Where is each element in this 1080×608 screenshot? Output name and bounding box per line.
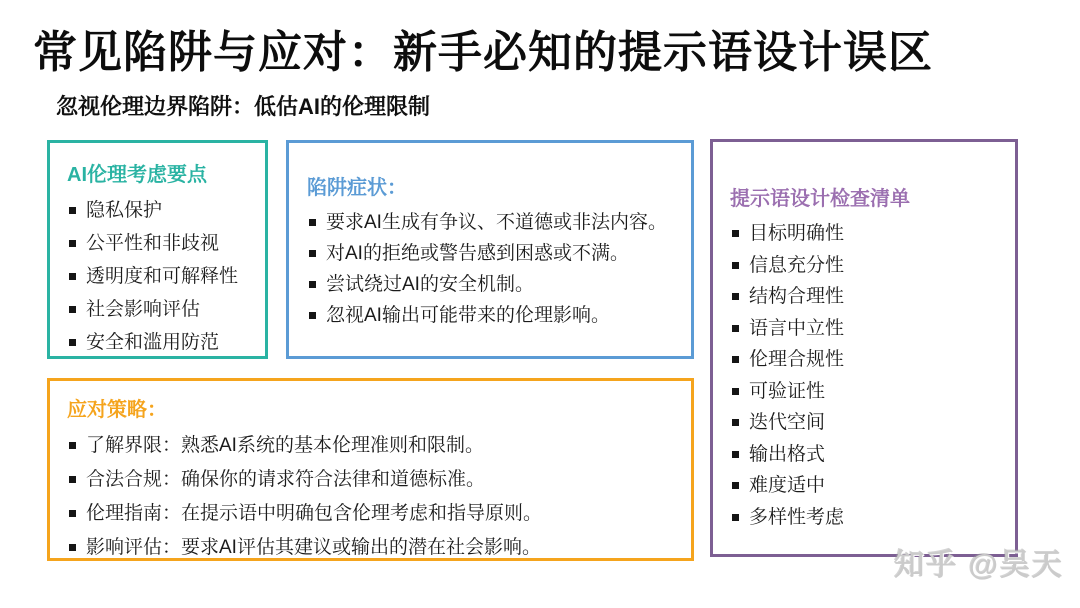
bullet-icon bbox=[69, 273, 76, 280]
bullet-icon bbox=[69, 510, 76, 517]
list-item: 难度适中 bbox=[730, 470, 1007, 502]
bullet-icon bbox=[69, 476, 76, 483]
list-item: 语言中立性 bbox=[730, 313, 1007, 345]
list-item: 多样性考虑 bbox=[730, 502, 1007, 534]
trap-symptoms-list bbox=[307, 207, 685, 331]
ethics-points-box bbox=[47, 140, 268, 359]
prompt-design-checklist-box bbox=[710, 139, 1018, 557]
list-item: 安全和滥用防范 bbox=[67, 326, 257, 359]
list-item: 结构合理性 bbox=[730, 281, 1007, 313]
list-item: 忽视AI输出可能带来的伦理影响。 bbox=[307, 300, 685, 331]
bullet-icon bbox=[732, 262, 739, 269]
bullet-icon bbox=[309, 312, 316, 319]
page-title: 常见陷阱与应对：新手必知的提示语设计误区 bbox=[33, 28, 933, 77]
bullet-icon bbox=[69, 442, 76, 449]
watermark: 知乎 @吴天 bbox=[894, 549, 1064, 582]
ethics-points-list bbox=[67, 194, 257, 359]
list-item: 影响评估：要求AI评估其建议或输出的潜在社会影响。 bbox=[67, 531, 683, 565]
list-item: 迭代空间 bbox=[730, 407, 1007, 439]
bullet-icon bbox=[732, 293, 739, 300]
bullet-icon bbox=[309, 250, 316, 257]
bullet-icon bbox=[732, 325, 739, 332]
bullet-icon bbox=[732, 356, 739, 363]
list-item: 社会影响评估 bbox=[67, 293, 257, 326]
list-item: 尝试绕过AI的安全机制。 bbox=[307, 269, 685, 300]
list-item: 对AI的拒绝或警告感到困惑或不满。 bbox=[307, 238, 685, 269]
list-item: 合法合规：确保你的请求符合法律和道德标准。 bbox=[67, 463, 683, 497]
prompt-design-checklist-title: 提示语设计检查清单 bbox=[730, 188, 910, 210]
bullet-icon bbox=[732, 419, 739, 426]
ethics-points-title: AI伦理考虑要点 bbox=[67, 164, 207, 186]
bullet-icon bbox=[69, 306, 76, 313]
strategies-title: 应对策略： bbox=[67, 399, 167, 421]
trap-symptoms-box bbox=[286, 140, 694, 359]
bullet-icon bbox=[69, 240, 76, 247]
bullet-icon bbox=[732, 482, 739, 489]
list-item: 公平性和非歧视 bbox=[67, 227, 257, 260]
list-item: 可验证性 bbox=[730, 376, 1007, 408]
list-item: 伦理指南：在提示语中明确包含伦理考虑和指导原则。 bbox=[67, 497, 683, 531]
list-item: 信息充分性 bbox=[730, 250, 1007, 282]
trap-symptoms-title: 陷阱症状： bbox=[307, 177, 407, 199]
list-item: 透明度和可解释性 bbox=[67, 260, 257, 293]
list-item: 隐私保护 bbox=[67, 194, 257, 227]
bullet-icon bbox=[69, 207, 76, 214]
bullet-icon bbox=[69, 339, 76, 346]
bullet-icon bbox=[732, 514, 739, 521]
list-item: 输出格式 bbox=[730, 439, 1007, 471]
list-item: 伦理合规性 bbox=[730, 344, 1007, 376]
list-item: 了解界限：熟悉AI系统的基本伦理准则和限制。 bbox=[67, 429, 683, 463]
prompt-design-checklist-list bbox=[730, 218, 1007, 533]
section-subtitle: 忽视伦理边界陷阱：低估AI的伦理限制 bbox=[56, 94, 431, 119]
bullet-icon bbox=[69, 544, 76, 551]
list-item: 要求AI生成有争议、不道德或非法内容。 bbox=[307, 207, 685, 238]
strategies-box bbox=[47, 378, 694, 561]
bullet-icon bbox=[732, 230, 739, 237]
bullet-icon bbox=[309, 281, 316, 288]
list-item: 目标明确性 bbox=[730, 218, 1007, 250]
bullet-icon bbox=[732, 388, 739, 395]
bullet-icon bbox=[732, 451, 739, 458]
bullet-icon bbox=[309, 219, 316, 226]
strategies-list bbox=[67, 429, 683, 565]
